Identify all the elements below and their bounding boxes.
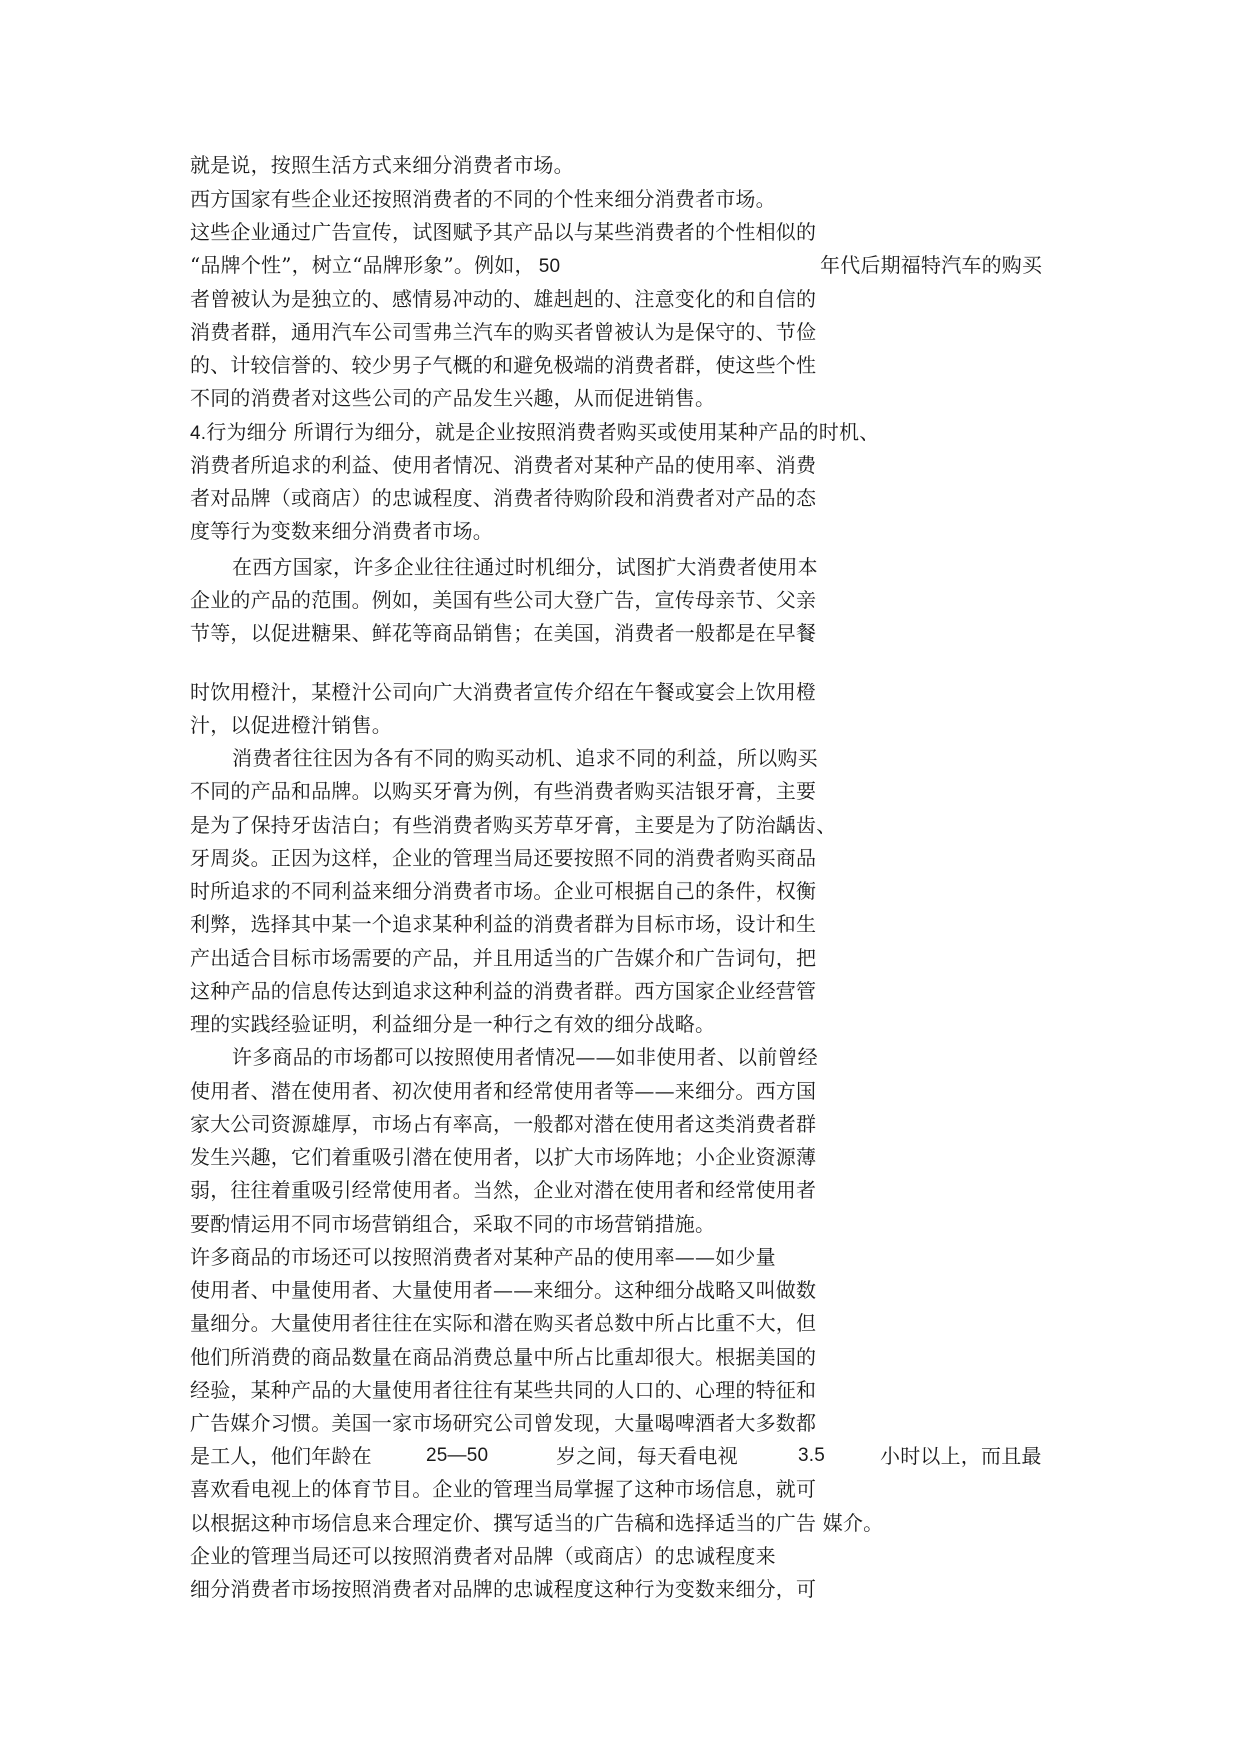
text-line <box>190 943 816 973</box>
line-text: 节等，以促进糖果、鲜花等商品销售；在美国，消费者一般都是在早餐 <box>190 621 817 645</box>
line-text: 使用者、潜在使用者、初次使用者和经常使用者等——来细分。西方国 <box>190 1079 817 1103</box>
text-line <box>190 1009 715 1039</box>
text-line <box>232 552 818 582</box>
text-line <box>190 483 816 513</box>
text-line <box>190 184 776 214</box>
line-text: 家大公司资源雄厚，市场占有率高，一般都对潜在使用者这类消费者群 <box>190 1112 817 1136</box>
line-text: 量细分。大量使用者往往在实际和潜在购买者总数中所占比重不大，但 <box>190 1311 817 1335</box>
text-line <box>190 450 816 480</box>
line-text: 消费者群，通用汽车公司雪弗兰汽车的购买者曾被认为是保守的、节俭 <box>190 320 817 344</box>
line-text: 许多商品的市场都可以按照使用者情况——如非使用者、以前曾经 <box>232 1045 818 1069</box>
line-text: 他们所消费的商品数量在商品消费总量中所占比重却很大。根据美国的 <box>190 1345 817 1369</box>
section-number: 4. <box>190 423 207 444</box>
section-heading-line <box>190 417 879 447</box>
text-line <box>190 776 816 806</box>
line-text: 企业的产品的范围。例如，美国有些公司大登广告，宣传母亲节、父亲 <box>190 588 817 612</box>
text-line <box>190 383 715 413</box>
line-text: 小时以上，而且最 <box>880 1444 1042 1468</box>
line-text: 经验，某种产品的大量使用者往往有某些共同的人口的、心理的特征和 <box>190 1378 817 1402</box>
text-line <box>190 1275 816 1305</box>
text-line <box>190 1076 816 1106</box>
line-text: 岁之间，每天看电视 <box>556 1444 738 1468</box>
text-line <box>190 876 816 906</box>
line-text: 就是说，按照生活方式来细分消费者市场。 <box>190 153 574 177</box>
line-text: 是工人，他们年龄在 <box>190 1444 372 1468</box>
line-text: 的、计较信誉的、较少男子气概的和避免极端的消费者群，使这些个性 <box>190 353 817 377</box>
line-text: 者对品牌（或商店）的忠诚程度、消费者待购阶段和消费者对产品的态 <box>190 486 817 510</box>
line-text: 以根据这种市场信息来合理定价、撰写适当的广告稿和选择适当的广告 媒介。 <box>190 1511 884 1535</box>
line-text: 年代后期福特汽车的购买 <box>820 253 1043 277</box>
line-text: 许多商品的市场还可以按照消费者对某种产品的使用率——如少量 <box>190 1245 776 1269</box>
text-line <box>190 317 816 347</box>
line-text: 不同的消费者对这些公司的产品发生兴趣，从而促进销售。 <box>190 386 716 410</box>
text-line <box>190 1408 816 1438</box>
text-line <box>190 150 574 180</box>
text-line <box>190 350 816 380</box>
text-line <box>190 810 836 840</box>
line-text: 消费者往往因为各有不同的购买动机、追求不同的利益，所以购买 <box>232 746 818 770</box>
line-text: “品牌个性”，树立“品牌形象”。例如， <box>190 253 535 277</box>
line-text: 度等行为变数来细分消费者市场。 <box>190 519 493 543</box>
text-line <box>190 1508 883 1538</box>
line-text: 牙周炎。正因为这样，企业的管理当局还要按照不同的消费者购买商品 <box>190 846 817 870</box>
line-text: 使用者、中量使用者、大量使用者——来细分。这种细分战略又叫做数 <box>190 1278 817 1302</box>
line-text: 在西方国家，许多企业往往通过时机细分，试图扩大消费者使用本 <box>232 555 818 579</box>
line-text: 消费者所追求的利益、使用者情况、消费者对某种产品的使用率、消费 <box>190 453 817 477</box>
line-text: 时所追求的不同利益来细分消费者市场。企业可根据自己的条件，权衡 <box>190 879 817 903</box>
text-line <box>190 1242 776 1272</box>
text-line <box>190 284 816 314</box>
hours-number: 3.5 <box>798 1445 826 1466</box>
text-line <box>190 843 816 873</box>
text-line <box>190 1574 816 1604</box>
line-text: 不同的产品和品牌。以购买牙膏为例，有些消费者购买洁银牙膏，主要 <box>190 779 817 803</box>
text-line <box>190 516 493 546</box>
text-line <box>190 618 816 648</box>
line-text: 汁，以促进橙汁销售。 <box>190 713 392 737</box>
line-text: 时饮用橙汁，某橙汁公司向广大消费者宣传介绍在午餐或宴会上饮用橙 <box>190 680 817 704</box>
text-line <box>190 1441 1050 1471</box>
text-line <box>190 217 816 247</box>
text-line <box>232 743 818 773</box>
text-line <box>190 1541 776 1571</box>
text-line <box>190 1342 816 1372</box>
line-text: 细分消费者市场按照消费者对品牌的忠诚程度这种行为变数来细分，可 <box>190 1577 817 1601</box>
text-line <box>190 250 1050 280</box>
text-line <box>190 1209 715 1239</box>
line-text: 企业的管理当局还可以按照消费者对品牌（或商店）的忠诚程度来 <box>190 1544 776 1568</box>
line-text: 这种产品的信息传达到追求这种利益的消费者群。西方国家企业经营管 <box>190 979 817 1003</box>
text-line <box>190 976 816 1006</box>
line-text: 是为了保持牙齿洁白；有些消费者购买芳草牙膏，主要是为了防治龋齿、 <box>190 813 837 837</box>
line-text: 喜欢看电视上的体育节目。企业的管理当局掌握了这种市场信息，就可 <box>190 1477 817 1501</box>
text-line <box>190 1109 816 1139</box>
text-line <box>190 585 816 615</box>
text-line <box>190 1308 816 1338</box>
text-line <box>190 677 816 707</box>
line-text: 行为细分 所谓行为细分，就是企业按照消费者购买或使用某种产品的时机、 <box>206 420 880 444</box>
line-text: 发生兴趣，它们着重吸引潜在使用者，以扩大市场阵地；小企业资源薄 <box>190 1145 817 1169</box>
text-line <box>190 909 816 939</box>
line-text: 利弊，选择其中某一个追求某种利益的消费者群为目标市场，设计和生 <box>190 912 817 936</box>
line-text: 产出适合目标市场需要的产品，并且用适当的广告媒介和广告词句，把 <box>190 946 817 970</box>
text-line <box>190 1142 816 1172</box>
year-number: 50 <box>538 256 561 277</box>
line-text: 这些企业通过广告宣传，试图赋予其产品以与某些消费者的个性相似的 <box>190 220 817 244</box>
text-line <box>190 1375 816 1405</box>
line-text: 西方国家有些企业还按照消费者的不同的个性来细分消费者市场。 <box>190 187 776 211</box>
line-text: 弱，往往着重吸引经常使用者。当然，企业对潜在使用者和经常使用者 <box>190 1178 817 1202</box>
line-text: 者曾被认为是独立的、感情易冲动的、雄赳赳的、注意变化的和自信的 <box>190 287 817 311</box>
text-line <box>190 1474 816 1504</box>
text-line <box>232 1042 818 1072</box>
age-range-number: 25—50 <box>426 1445 489 1466</box>
text-line <box>190 710 392 740</box>
line-text: 广告媒介习惯。美国一家市场研究公司曾发现，大量喝啤酒者大多数都 <box>190 1411 817 1435</box>
line-text: 要酌情运用不同市场营销组合，采取不同的市场营销措施。 <box>190 1212 716 1236</box>
text-line <box>190 1175 816 1205</box>
line-text: 理的实践经验证明，利益细分是一种行之有效的细分战略。 <box>190 1012 716 1036</box>
